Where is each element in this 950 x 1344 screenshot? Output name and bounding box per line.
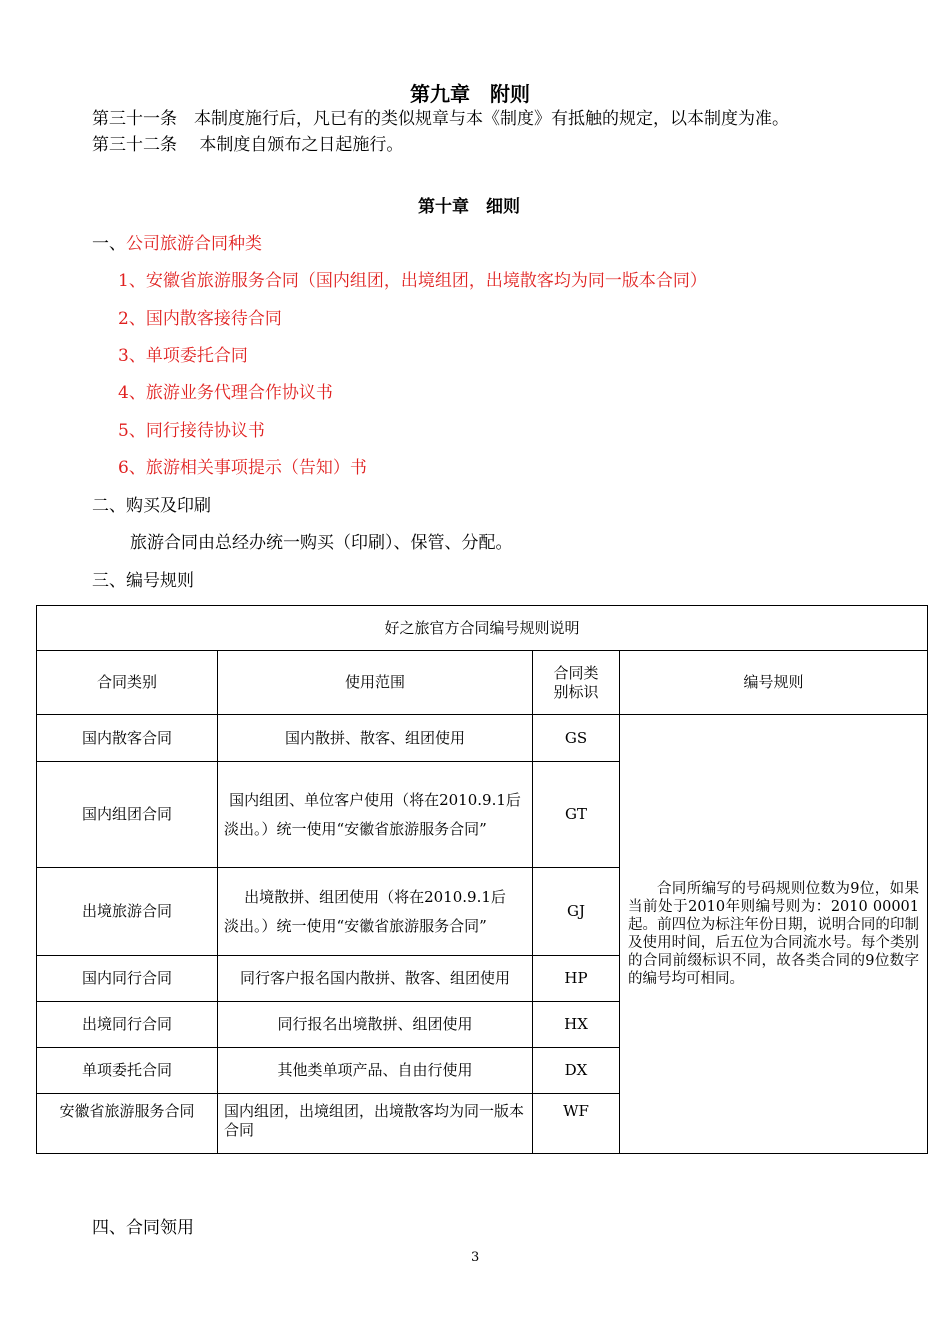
row-type: 国内散客合同 <box>37 715 218 762</box>
row-code: WF <box>533 1094 620 1154</box>
contract-type-item: 3、单项委托合同 <box>118 346 248 366</box>
row-scope: 同行报名出境散拼、组团使用 <box>218 1002 533 1048</box>
row-code: GJ <box>533 868 620 956</box>
section4-heading: 四、合同领用 <box>92 1218 194 1238</box>
contract-type-item: 2、国内散客接待合同 <box>118 309 282 329</box>
row-type: 安徽省旅游服务合同 <box>37 1094 218 1154</box>
row-scope: 其他类单项产品、自由行使用 <box>218 1048 533 1094</box>
section2-body: 旅游合同由总经办统一购买（印刷）、保管、分配。 <box>130 533 513 553</box>
contract-type-item: 5、同行接待协议书 <box>118 421 265 441</box>
header-scope: 使用范围 <box>218 651 533 715</box>
header-rule: 编号规则 <box>620 651 928 715</box>
table-row <box>37 715 928 762</box>
row-scope-line2: 淡出。）统一使用“安徽省旅游服务合同” <box>224 916 487 935</box>
row-scope: 国内组团，出境组团，出境散客均为同一版本合同 <box>218 1094 533 1154</box>
row-type: 国内组团合同 <box>37 762 218 868</box>
contract-type-item: 4、旅游业务代理合作协议书 <box>118 383 333 403</box>
chapter10-title: 第十章 细则 <box>418 197 520 217</box>
row-code: GS <box>533 715 620 762</box>
row-code: GT <box>533 762 620 868</box>
section1-heading-prefix: 一、 <box>92 234 126 254</box>
page-number: 3 <box>471 1250 480 1265</box>
row-scope: 同行客户报名国内散拼、散客、组团使用 <box>218 956 533 1002</box>
row-scope-line1: 国内组团、单位客户使用（将在2010.9.1后 <box>229 790 521 809</box>
row-code: HP <box>533 956 620 1002</box>
header-code-line1: 合同类 <box>553 663 599 682</box>
rule-description: 合同所编写的号码规则位数为9位，如果当前处于2010年则编号则为：2010 00001起。前四位为标注年份日期，说明合同的印制及使用时间，后五位为合同流水号。每个类别的合同前缀标识不同，故各类合同的9位数字的编号均可相同。 <box>620 715 928 1154</box>
section2-heading: 二、购买及印刷 <box>92 496 211 516</box>
row-code: HX <box>533 1002 620 1048</box>
row-scope <box>218 762 533 868</box>
section1-heading-text: 公司旅游合同种类 <box>126 234 262 254</box>
article-31: 第三十一条 本制度施行后，凡已有的类似规章与本《制度》有抵触的规定，以本制度为准。 <box>92 109 789 129</box>
article-32: 第三十二条 本制度自颁布之日起施行。 <box>92 135 404 155</box>
header-code-line2: 别标识 <box>553 682 599 701</box>
table-title: 好之旅官方合同编号规则说明 <box>37 606 928 651</box>
section1-heading <box>92 229 262 254</box>
numbering-rules-table <box>36 605 928 1154</box>
row-scope <box>218 868 533 956</box>
row-code: DX <box>533 1048 620 1094</box>
contract-type-item: 6、旅游相关事项提示（告知）书 <box>118 458 367 478</box>
section3-heading: 三、编号规则 <box>92 571 194 591</box>
row-scope-line1: 出境散拼、组团使用（将在2010.9.1后 <box>244 887 506 906</box>
row-scope: 国内散拼、散客、组团使用 <box>218 715 533 762</box>
row-scope-line2: 淡出。）统一使用“安徽省旅游服务合同” <box>224 819 487 838</box>
row-type: 国内同行合同 <box>37 956 218 1002</box>
contract-type-item: 1、安徽省旅游服务合同（国内组团，出境组团，出境散客均为同一版本合同） <box>118 271 707 291</box>
chapter9-title: 第九章 附则 <box>410 82 530 106</box>
row-type: 出境旅游合同 <box>37 868 218 956</box>
row-type: 单项委托合同 <box>37 1048 218 1094</box>
header-type: 合同类别 <box>37 651 218 715</box>
row-type: 出境同行合同 <box>37 1002 218 1048</box>
header-code <box>533 651 620 715</box>
